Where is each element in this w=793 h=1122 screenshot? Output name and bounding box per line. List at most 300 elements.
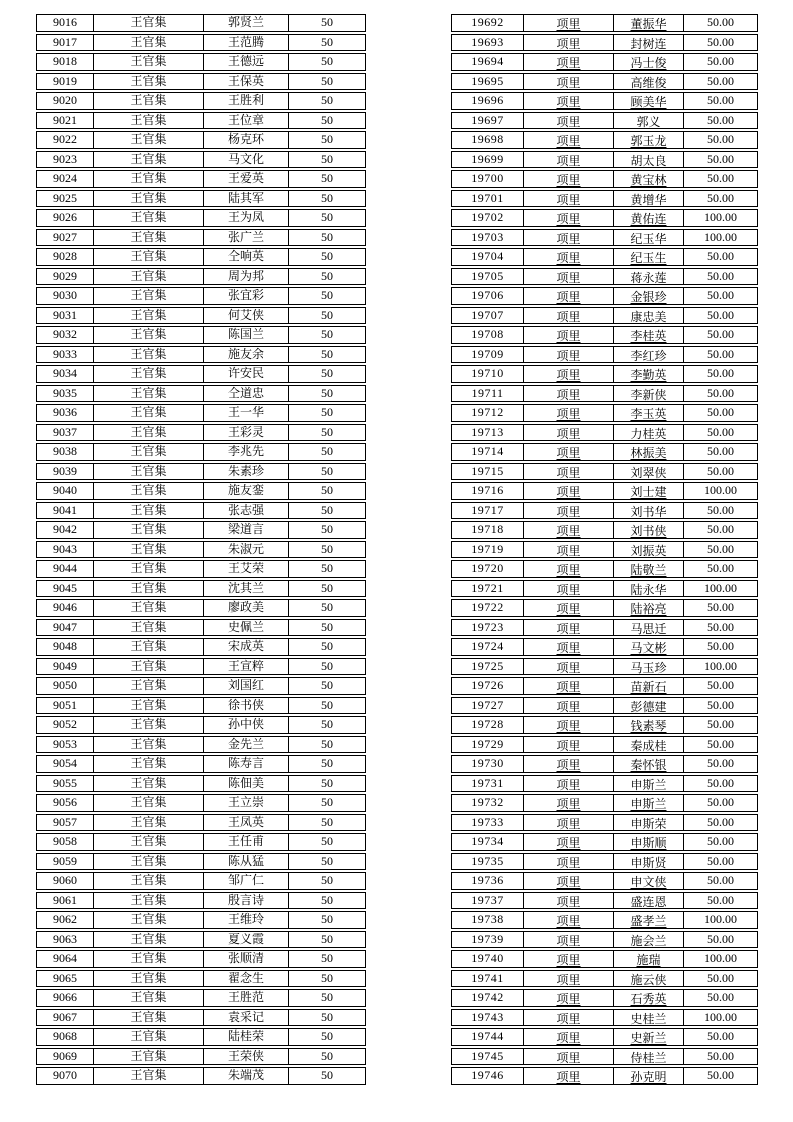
amount-cell: 50.00 [707, 717, 734, 731]
amount-cell: 50.00 [707, 853, 734, 868]
name-cell: 王爱英 [204, 171, 289, 187]
amount-cell: 50 [321, 697, 333, 712]
name-cell: 刘士建 [614, 483, 684, 499]
place-cell: 王官集 [94, 74, 204, 90]
place-cell: 王官集 [94, 756, 204, 772]
place-cell: 王官集 [94, 230, 204, 246]
id-cell: 9020 [37, 93, 94, 109]
name-cell: 陆其军 [204, 191, 289, 207]
table-row [451, 287, 758, 305]
id-cell: 9037 [37, 425, 94, 441]
table-row [36, 268, 366, 286]
id-cell: 19729 [452, 737, 524, 753]
table-row [451, 73, 758, 91]
place-cell: 项里 [524, 308, 614, 324]
name-cell: 邹广仁 [204, 873, 289, 889]
place-cell: 项里 [524, 620, 614, 636]
place-cell: 项里 [524, 171, 614, 187]
name-cell: 陈寿言 [204, 756, 289, 772]
place-cell: 王官集 [94, 1010, 204, 1026]
table-row [36, 73, 366, 91]
id-cell: 19717 [452, 503, 524, 519]
table-row [36, 599, 366, 617]
id-cell: 19695 [452, 74, 524, 90]
place-cell: 项里 [524, 210, 614, 226]
table-row [36, 677, 366, 695]
place-cell: 王官集 [94, 54, 204, 70]
id-cell: 19723 [452, 620, 524, 636]
amount-cell: 50 [321, 522, 333, 536]
amount-cell: 50 [321, 834, 333, 848]
place-cell: 项里 [524, 971, 614, 987]
amount-cell: 50 [321, 951, 333, 965]
name-cell: 石秀英 [614, 990, 684, 1006]
id-cell: 9064 [37, 951, 94, 967]
amount-cell: 50 [321, 93, 333, 107]
name-cell: 李兆先 [204, 444, 289, 460]
id-cell: 19711 [452, 386, 524, 402]
table-row [451, 950, 758, 968]
name-cell: 秦成桂 [614, 737, 684, 753]
table-row [36, 170, 366, 188]
name-cell: 金先兰 [204, 737, 289, 753]
table-row [451, 1067, 758, 1085]
amount-cell: 50.00 [707, 424, 734, 439]
place-cell: 王官集 [94, 834, 204, 850]
name-cell: 王一华 [204, 405, 289, 421]
name-cell: 申斯顺 [614, 834, 684, 850]
place-cell: 王官集 [94, 795, 204, 811]
amount-cell: 50.00 [707, 814, 734, 829]
amount-cell: 50.00 [707, 268, 734, 283]
table-row [451, 53, 758, 71]
table-row [451, 170, 758, 188]
amount-cell: 50.00 [707, 561, 734, 575]
place-cell: 王官集 [94, 698, 204, 714]
name-cell: 徐书侠 [204, 698, 289, 714]
amount-cell: 50 [321, 190, 333, 205]
amount-cell: 100.00 [704, 210, 737, 224]
amount-cell: 50 [321, 405, 333, 419]
name-cell: 秦怀银 [614, 756, 684, 772]
place-cell: 项里 [524, 795, 614, 811]
name-cell: 顾美华 [614, 93, 684, 109]
name-cell: 沈其兰 [204, 581, 289, 597]
amount-cell: 50 [321, 210, 333, 224]
amount-cell: 100.00 [704, 951, 737, 965]
name-cell: 王胜利 [204, 93, 289, 109]
table-row [451, 112, 758, 130]
table-row [451, 482, 758, 500]
id-cell: 19737 [452, 893, 524, 909]
id-cell: 19732 [452, 795, 524, 811]
id-cell: 9022 [37, 132, 94, 148]
table-row [451, 1048, 758, 1066]
name-cell: 李桂英 [614, 327, 684, 343]
amount-cell: 50.00 [707, 190, 734, 205]
place-cell: 项里 [524, 737, 614, 753]
amount-cell: 50.00 [707, 502, 734, 517]
name-cell: 朱素珍 [204, 464, 289, 480]
place-cell: 王官集 [94, 522, 204, 538]
name-cell: 纪玉生 [614, 249, 684, 265]
id-cell: 9063 [37, 932, 94, 948]
name-cell: 王德远 [204, 54, 289, 70]
place-cell: 王官集 [94, 854, 204, 870]
id-cell: 9069 [37, 1049, 94, 1065]
place-cell: 项里 [524, 1029, 614, 1045]
name-cell: 盛连恩 [614, 893, 684, 909]
amount-cell: 50.00 [707, 619, 734, 634]
table-row [451, 677, 758, 695]
place-cell: 项里 [524, 756, 614, 772]
name-cell: 封树连 [614, 35, 684, 51]
amount-cell: 50.00 [707, 795, 734, 809]
id-cell: 9026 [37, 210, 94, 226]
place-cell: 王官集 [94, 990, 204, 1006]
id-cell: 19746 [452, 1068, 524, 1084]
place-cell: 王官集 [94, 971, 204, 987]
place-cell: 项里 [524, 288, 614, 304]
id-cell: 9041 [37, 503, 94, 519]
name-cell: 王彩灵 [204, 425, 289, 441]
amount-cell: 100.00 [704, 658, 737, 673]
place-cell: 王官集 [94, 269, 204, 285]
table-row [36, 638, 366, 656]
amount-cell: 50.00 [707, 171, 734, 185]
place-cell: 项里 [524, 386, 614, 402]
amount-cell: 50 [321, 229, 333, 244]
place-cell: 王官集 [94, 873, 204, 889]
id-cell: 19722 [452, 600, 524, 616]
place-cell: 王官集 [94, 249, 204, 265]
place-cell: 项里 [524, 327, 614, 343]
table-row [36, 404, 366, 422]
amount-cell: 50.00 [707, 249, 734, 263]
amount-cell: 100.00 [704, 580, 737, 595]
place-cell: 项里 [524, 893, 614, 909]
table-row [36, 385, 366, 403]
amount-cell: 50.00 [707, 15, 734, 29]
amount-cell: 50 [321, 483, 333, 497]
place-cell: 项里 [524, 54, 614, 70]
name-cell: 力桂英 [614, 425, 684, 441]
amount-cell: 50.00 [707, 132, 734, 146]
table-row [36, 970, 366, 988]
id-cell: 19703 [452, 230, 524, 246]
id-cell: 19707 [452, 308, 524, 324]
table-row [36, 209, 366, 227]
place-cell: 项里 [524, 854, 614, 870]
table-row [36, 580, 366, 598]
table-row [36, 14, 366, 32]
amount-cell: 50 [321, 307, 333, 322]
table-row [36, 248, 366, 266]
id-cell: 9028 [37, 249, 94, 265]
id-cell: 19700 [452, 171, 524, 187]
table-row [451, 814, 758, 832]
place-cell: 王官集 [94, 815, 204, 831]
id-cell: 19708 [452, 327, 524, 343]
amount-cell: 50.00 [707, 834, 734, 848]
table-row [36, 853, 366, 871]
id-cell: 9035 [37, 386, 94, 402]
place-cell: 项里 [524, 15, 614, 31]
table-row [36, 463, 366, 481]
place-cell: 项里 [524, 678, 614, 694]
name-cell: 宋成英 [204, 639, 289, 655]
id-cell: 9066 [37, 990, 94, 1006]
place-cell: 项里 [524, 581, 614, 597]
id-cell: 9067 [37, 1010, 94, 1026]
amount-cell: 50 [321, 171, 333, 185]
place-cell: 王官集 [94, 542, 204, 558]
name-cell: 张顺清 [204, 951, 289, 967]
amount-cell: 50.00 [707, 54, 734, 68]
amount-cell: 50.00 [707, 873, 734, 887]
place-cell: 王官集 [94, 405, 204, 421]
id-cell: 19719 [452, 542, 524, 558]
table-row [451, 580, 758, 598]
place-cell: 项里 [524, 912, 614, 928]
table-row [451, 404, 758, 422]
id-cell: 9016 [37, 15, 94, 31]
table-row [451, 833, 758, 851]
place-cell: 王官集 [94, 503, 204, 519]
table-row [451, 775, 758, 793]
id-cell: 19736 [452, 873, 524, 889]
place-cell: 项里 [524, 698, 614, 714]
id-cell: 9038 [37, 444, 94, 460]
table-row [451, 872, 758, 890]
name-cell: 申斯兰 [614, 776, 684, 792]
table-row [36, 1009, 366, 1027]
id-cell: 9036 [37, 405, 94, 421]
id-cell: 19714 [452, 444, 524, 460]
table-row [36, 775, 366, 793]
name-cell: 史佩兰 [204, 620, 289, 636]
name-cell: 黄佑连 [614, 210, 684, 226]
id-cell: 9027 [37, 230, 94, 246]
place-cell: 王官集 [94, 35, 204, 51]
name-cell: 许安民 [204, 366, 289, 382]
name-cell: 施云侠 [614, 971, 684, 987]
id-cell: 9070 [37, 1068, 94, 1084]
id-cell: 19721 [452, 581, 524, 597]
name-cell: 施瑞 [614, 951, 684, 967]
amount-cell: 50 [321, 366, 333, 380]
id-cell: 19741 [452, 971, 524, 987]
amount-cell: 50.00 [707, 600, 734, 614]
amount-cell: 50 [321, 132, 333, 146]
amount-cell: 50 [321, 619, 333, 634]
amount-cell: 50 [321, 112, 333, 127]
amount-cell: 50.00 [707, 736, 734, 751]
id-cell: 19733 [452, 815, 524, 831]
name-cell: 马文化 [204, 152, 289, 168]
amount-cell: 50.00 [707, 327, 734, 341]
table-row [451, 268, 758, 286]
id-cell: 9051 [37, 698, 94, 714]
table-row [451, 794, 758, 812]
table-row [451, 541, 758, 559]
amount-cell: 50 [321, 990, 333, 1004]
place-cell: 王官集 [94, 210, 204, 226]
place-cell: 项里 [524, 191, 614, 207]
id-cell: 19696 [452, 93, 524, 109]
table-row [451, 34, 758, 52]
name-cell: 袁采记 [204, 1010, 289, 1026]
id-cell: 9058 [37, 834, 94, 850]
table-row [451, 190, 758, 208]
id-cell: 19739 [452, 932, 524, 948]
id-cell: 9029 [37, 269, 94, 285]
name-cell: 郭玉龙 [614, 132, 684, 148]
amount-cell: 50.00 [707, 1029, 734, 1043]
amount-cell: 50 [321, 444, 333, 458]
place-cell: 王官集 [94, 483, 204, 499]
name-cell: 梁道言 [204, 522, 289, 538]
amount-cell: 50 [321, 424, 333, 439]
place-cell: 王官集 [94, 464, 204, 480]
amount-cell: 50.00 [707, 756, 734, 770]
table-row [36, 53, 366, 71]
place-cell: 项里 [524, 35, 614, 51]
place-cell: 王官集 [94, 600, 204, 616]
table-row [451, 385, 758, 403]
id-cell: 9048 [37, 639, 94, 655]
place-cell: 项里 [524, 522, 614, 538]
table-row [36, 736, 366, 754]
id-cell: 19734 [452, 834, 524, 850]
name-cell: 殷言诗 [204, 893, 289, 909]
name-cell: 申斯荣 [614, 815, 684, 831]
amount-cell: 50.00 [707, 522, 734, 536]
place-cell: 项里 [524, 1049, 614, 1065]
id-cell: 9053 [37, 737, 94, 753]
amount-cell: 50 [321, 561, 333, 575]
id-cell: 9032 [37, 327, 94, 343]
place-cell: 王官集 [94, 93, 204, 109]
name-cell: 黄增华 [614, 191, 684, 207]
place-cell: 项里 [524, 990, 614, 1006]
id-cell: 9068 [37, 1029, 94, 1045]
place-cell: 王官集 [94, 366, 204, 382]
id-cell: 19710 [452, 366, 524, 382]
table-row [36, 131, 366, 149]
amount-cell: 50 [321, 1048, 333, 1063]
table-row [451, 521, 758, 539]
place-cell: 王官集 [94, 932, 204, 948]
amount-cell: 50.00 [707, 931, 734, 946]
id-cell: 19745 [452, 1049, 524, 1065]
id-cell: 9049 [37, 659, 94, 675]
table-row [451, 1028, 758, 1046]
place-cell: 王官集 [94, 113, 204, 129]
place-cell: 项里 [524, 600, 614, 616]
id-cell: 19712 [452, 405, 524, 421]
amount-cell: 50 [321, 853, 333, 868]
name-cell: 康忠美 [614, 308, 684, 324]
id-cell: 19716 [452, 483, 524, 499]
amount-cell: 50 [321, 346, 333, 361]
name-cell: 马思迁 [614, 620, 684, 636]
amount-cell: 50 [321, 1029, 333, 1043]
table-row [36, 151, 366, 169]
amount-cell: 50 [321, 385, 333, 400]
id-cell: 19720 [452, 561, 524, 577]
name-cell: 王任甫 [204, 834, 289, 850]
place-cell: 王官集 [94, 776, 204, 792]
place-cell: 王官集 [94, 444, 204, 460]
name-cell: 仝响英 [204, 249, 289, 265]
name-cell: 杨克环 [204, 132, 289, 148]
place-cell: 项里 [524, 93, 614, 109]
amount-cell: 50.00 [707, 346, 734, 361]
name-cell: 朱端茂 [204, 1068, 289, 1084]
place-cell: 王官集 [94, 15, 204, 31]
name-cell: 王凤英 [204, 815, 289, 831]
place-cell: 项里 [524, 132, 614, 148]
name-cell: 史桂兰 [614, 1010, 684, 1026]
name-cell: 彭德建 [614, 698, 684, 714]
table-row [36, 424, 366, 442]
place-cell: 王官集 [94, 347, 204, 363]
id-cell: 9050 [37, 678, 94, 694]
table-row [451, 463, 758, 481]
place-cell: 项里 [524, 834, 614, 850]
place-cell: 项里 [524, 347, 614, 363]
name-cell: 刘书侠 [614, 522, 684, 538]
table-row [36, 1067, 366, 1085]
table-row [36, 872, 366, 890]
amount-cell: 50.00 [707, 93, 734, 107]
id-cell: 19704 [452, 249, 524, 265]
id-cell: 19706 [452, 288, 524, 304]
place-cell: 王官集 [94, 171, 204, 187]
name-cell: 王荣侠 [204, 1049, 289, 1065]
amount-cell: 100.00 [704, 229, 737, 244]
place-cell: 项里 [524, 366, 614, 382]
id-cell: 9047 [37, 620, 94, 636]
amount-cell: 50 [321, 541, 333, 556]
table-row [36, 307, 366, 325]
table-row [36, 697, 366, 715]
name-cell: 陈佃美 [204, 776, 289, 792]
place-cell: 项里 [524, 776, 614, 792]
amount-cell: 50.00 [707, 366, 734, 380]
name-cell: 申斯兰 [614, 795, 684, 811]
name-cell: 史新兰 [614, 1029, 684, 1045]
id-cell: 19735 [452, 854, 524, 870]
name-cell: 王胜范 [204, 990, 289, 1006]
name-cell: 高维俊 [614, 74, 684, 90]
id-cell: 9021 [37, 113, 94, 129]
id-cell: 9018 [37, 54, 94, 70]
amount-cell: 50 [321, 249, 333, 263]
id-cell: 9046 [37, 600, 94, 616]
table-row [451, 931, 758, 949]
amount-cell: 50.00 [707, 970, 734, 985]
place-cell: 项里 [524, 113, 614, 129]
table-row [36, 541, 366, 559]
name-cell: 郭义 [614, 113, 684, 129]
name-cell: 夏义霞 [204, 932, 289, 948]
id-cell: 19740 [452, 951, 524, 967]
table-row [451, 911, 758, 929]
place-cell: 项里 [524, 425, 614, 441]
name-cell: 施友銮 [204, 483, 289, 499]
